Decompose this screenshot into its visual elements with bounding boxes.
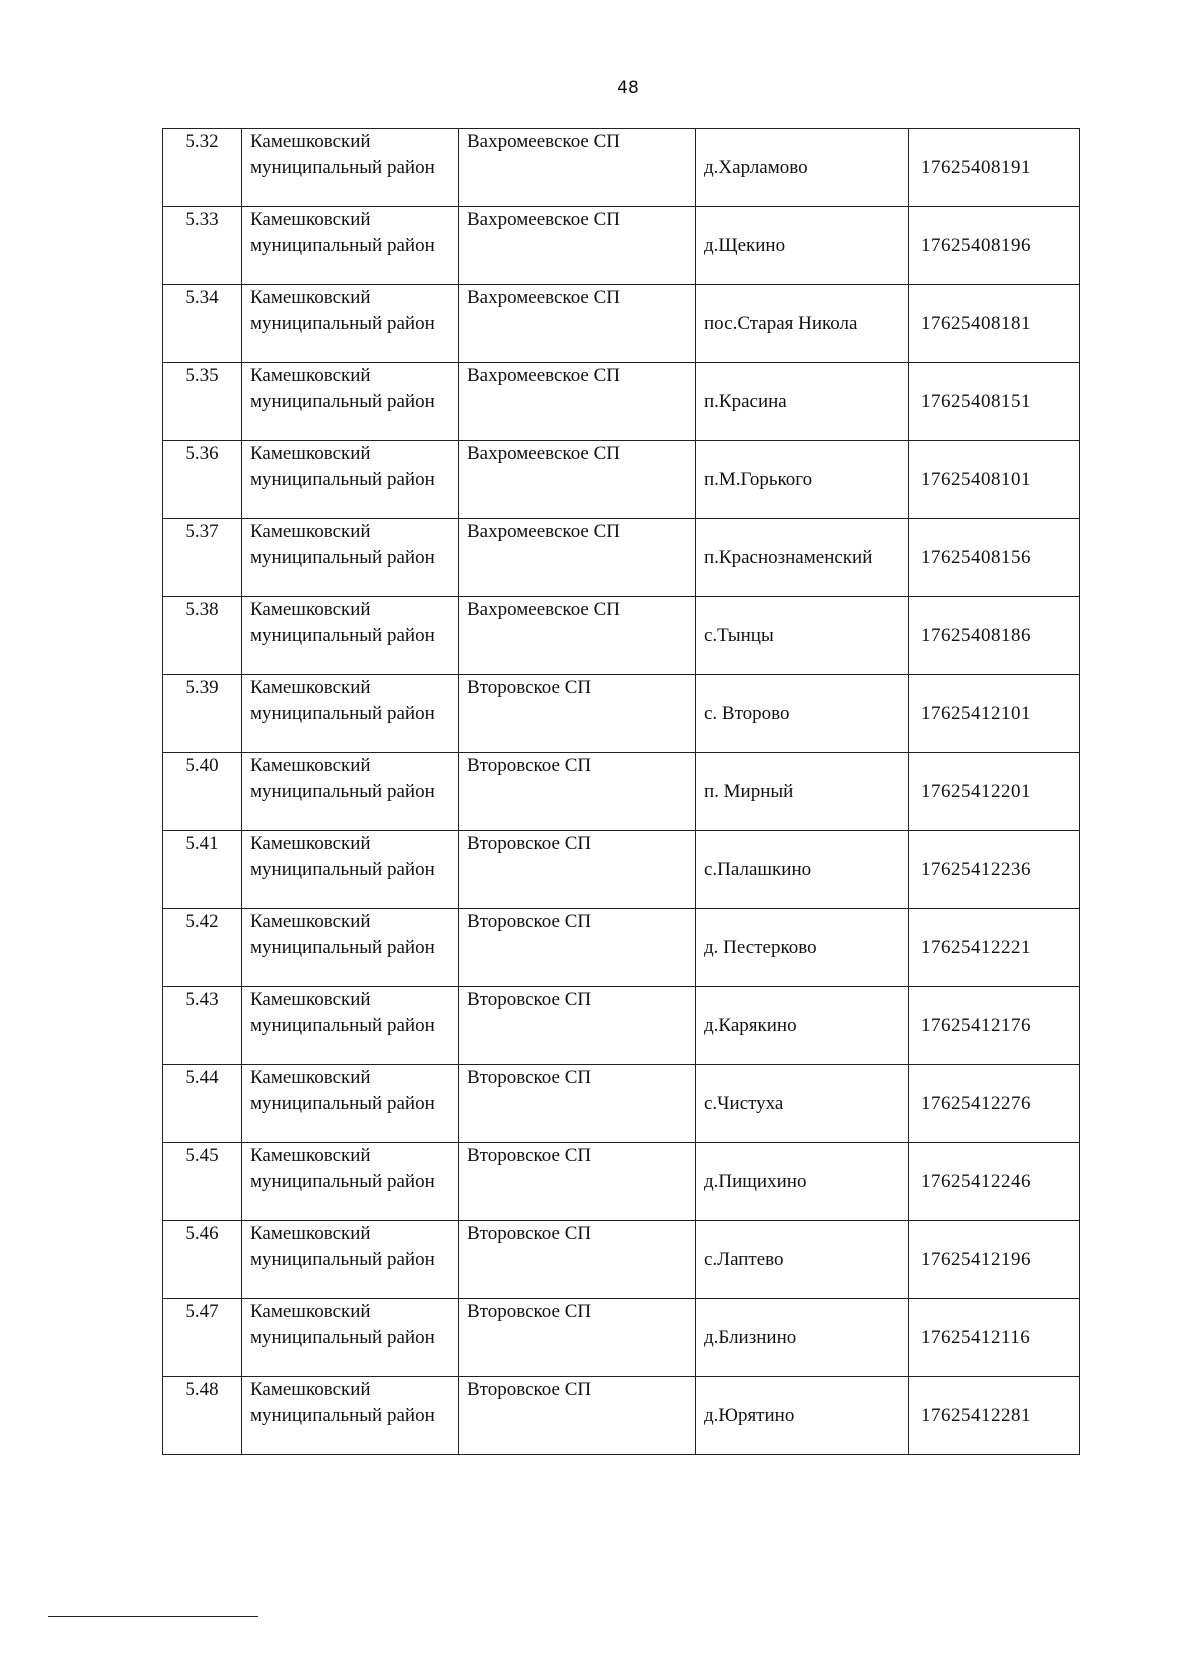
settlement-cell: Вахромеевское СП — [459, 207, 696, 285]
table-row — [163, 285, 1080, 363]
settlement-cell: Второвское СП — [459, 1221, 696, 1299]
district-cell: Камешковский муниципальный район — [242, 441, 459, 519]
table-row — [163, 363, 1080, 441]
oktmo-code-cell: 17625412276 — [909, 1065, 1080, 1143]
table-row — [163, 207, 1080, 285]
locality-cell: п.Красина — [696, 363, 909, 441]
locality-cell: д.Карякино — [696, 987, 909, 1065]
settlement-cell: Вахромеевское СП — [459, 441, 696, 519]
district-cell: Камешковский муниципальный район — [242, 909, 459, 987]
settlement-cell: Вахромеевское СП — [459, 519, 696, 597]
locality-cell: п.М.Горького — [696, 441, 909, 519]
locality-cell: д.Юрятино — [696, 1377, 909, 1455]
district-cell: Камешковский муниципальный район — [242, 987, 459, 1065]
locality-cell: д.Пищихино — [696, 1143, 909, 1221]
district-cell: Камешковский муниципальный район — [242, 1065, 459, 1143]
district-cell: Камешковский муниципальный район — [242, 1299, 459, 1377]
locality-cell: с.Лаптево — [696, 1221, 909, 1299]
locality-cell: д. Пестерково — [696, 909, 909, 987]
row-number-cell: 5.47 — [163, 1299, 242, 1377]
oktmo-code-cell: 17625408156 — [909, 519, 1080, 597]
district-cell: Камешковский муниципальный район — [242, 1143, 459, 1221]
table-row — [163, 129, 1080, 207]
district-cell: Камешковский муниципальный район — [242, 129, 459, 207]
row-number-cell: 5.38 — [163, 597, 242, 675]
district-cell: Камешковский муниципальный район — [242, 1221, 459, 1299]
table-row — [163, 831, 1080, 909]
row-number-cell: 5.44 — [163, 1065, 242, 1143]
oktmo-code-cell: 17625408181 — [909, 285, 1080, 363]
settlement-cell: Второвское СП — [459, 1065, 696, 1143]
row-number-cell: 5.33 — [163, 207, 242, 285]
oktmo-code-cell: 17625408101 — [909, 441, 1080, 519]
settlement-cell: Второвское СП — [459, 1377, 696, 1455]
table-row — [163, 987, 1080, 1065]
locality-table — [162, 128, 1080, 1455]
settlement-cell: Вахромеевское СП — [459, 363, 696, 441]
locality-cell: с.Палашкино — [696, 831, 909, 909]
row-number-cell: 5.48 — [163, 1377, 242, 1455]
district-cell: Камешковский муниципальный район — [242, 831, 459, 909]
table-row — [163, 909, 1080, 987]
row-number-cell: 5.43 — [163, 987, 242, 1065]
locality-cell: д.Щекино — [696, 207, 909, 285]
table-row — [163, 753, 1080, 831]
oktmo-code-cell: 17625412196 — [909, 1221, 1080, 1299]
district-cell: Камешковский муниципальный район — [242, 597, 459, 675]
settlement-cell: Вахромеевское СП — [459, 129, 696, 207]
table-row — [163, 1143, 1080, 1221]
row-number-cell: 5.34 — [163, 285, 242, 363]
table-row — [163, 519, 1080, 597]
row-number-cell: 5.42 — [163, 909, 242, 987]
row-number-cell: 5.36 — [163, 441, 242, 519]
footnote-rule — [48, 1616, 258, 1617]
oktmo-code-cell: 17625412201 — [909, 753, 1080, 831]
district-cell: Камешковский муниципальный район — [242, 753, 459, 831]
district-cell: Камешковский муниципальный район — [242, 363, 459, 441]
locality-cell: д.Харламово — [696, 129, 909, 207]
oktmo-code-cell: 17625412236 — [909, 831, 1080, 909]
row-number-cell: 5.35 — [163, 363, 242, 441]
oktmo-code-cell: 17625408186 — [909, 597, 1080, 675]
locality-cell: п. Мирный — [696, 753, 909, 831]
oktmo-code-cell: 17625412176 — [909, 987, 1080, 1065]
settlement-cell: Вахромеевское СП — [459, 285, 696, 363]
row-number-cell: 5.41 — [163, 831, 242, 909]
locality-cell: п.Краснознаменский — [696, 519, 909, 597]
oktmo-code-cell: 17625412116 — [909, 1299, 1080, 1377]
table-row — [163, 441, 1080, 519]
table-row — [163, 1299, 1080, 1377]
page-number: 48 — [617, 78, 639, 98]
table-body — [163, 129, 1080, 1455]
settlement-cell: Второвское СП — [459, 1143, 696, 1221]
table-row — [163, 1377, 1080, 1455]
settlement-cell: Второвское СП — [459, 909, 696, 987]
locality-cell: с. Второво — [696, 675, 909, 753]
table-row — [163, 675, 1080, 753]
settlement-cell: Второвское СП — [459, 987, 696, 1065]
oktmo-code-cell: 17625412281 — [909, 1377, 1080, 1455]
table-row — [163, 1221, 1080, 1299]
district-cell: Камешковский муниципальный район — [242, 519, 459, 597]
locality-cell: с.Тынцы — [696, 597, 909, 675]
row-number-cell: 5.37 — [163, 519, 242, 597]
locality-cell: д.Близнино — [696, 1299, 909, 1377]
settlement-cell: Второвское СП — [459, 831, 696, 909]
district-cell: Камешковский муниципальный район — [242, 1377, 459, 1455]
oktmo-code-cell: 17625408191 — [909, 129, 1080, 207]
oktmo-code-cell: 17625412221 — [909, 909, 1080, 987]
district-cell: Камешковский муниципальный район — [242, 285, 459, 363]
district-cell: Камешковский муниципальный район — [242, 207, 459, 285]
settlement-cell: Второвское СП — [459, 753, 696, 831]
row-number-cell: 5.32 — [163, 129, 242, 207]
oktmo-code-cell: 17625408196 — [909, 207, 1080, 285]
settlement-cell: Второвское СП — [459, 675, 696, 753]
settlement-cell: Второвское СП — [459, 1299, 696, 1377]
locality-cell: с.Чистуха — [696, 1065, 909, 1143]
table-row — [163, 597, 1080, 675]
oktmo-code-cell: 17625408151 — [909, 363, 1080, 441]
oktmo-code-cell: 17625412101 — [909, 675, 1080, 753]
row-number-cell: 5.40 — [163, 753, 242, 831]
row-number-cell: 5.46 — [163, 1221, 242, 1299]
settlement-cell: Вахромеевское СП — [459, 597, 696, 675]
oktmo-code-cell: 17625412246 — [909, 1143, 1080, 1221]
table-row — [163, 1065, 1080, 1143]
district-cell: Камешковский муниципальный район — [242, 675, 459, 753]
row-number-cell: 5.45 — [163, 1143, 242, 1221]
row-number-cell: 5.39 — [163, 675, 242, 753]
locality-cell: пос.Старая Никола — [696, 285, 909, 363]
